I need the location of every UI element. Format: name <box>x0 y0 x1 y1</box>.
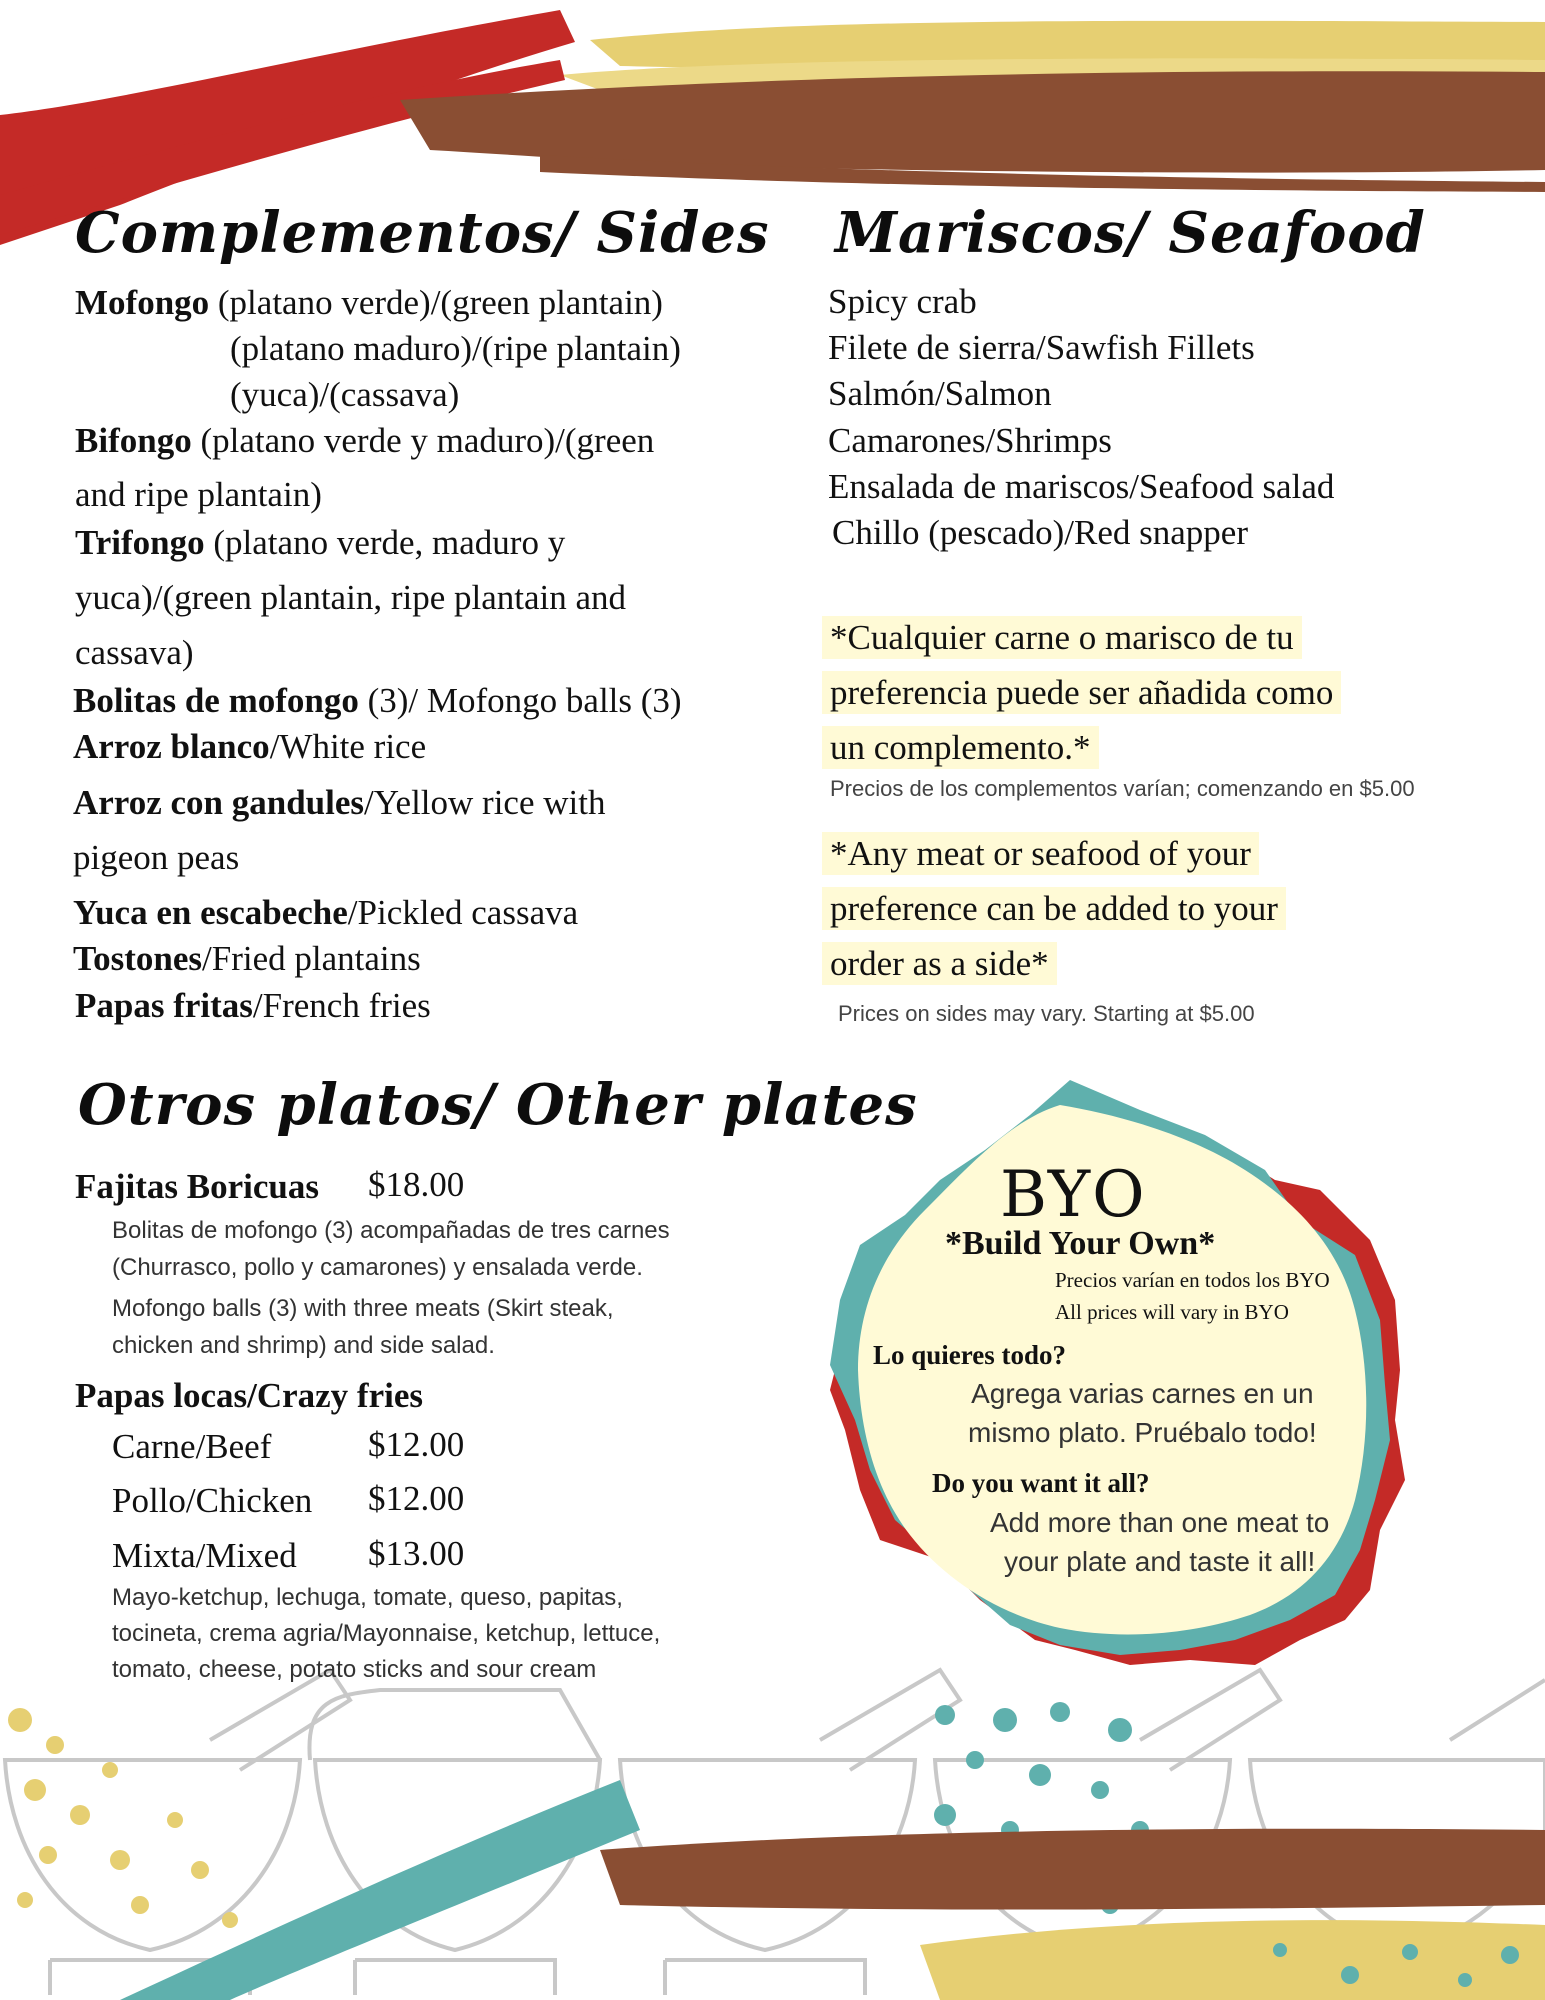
seafood-price-en: Prices on sides may vary. Starting at $5.00 <box>838 1001 1255 1026</box>
mofongo-option-1: (platano verde)/(green plantain) <box>217 283 663 322</box>
sides-bolitas <box>73 678 682 724</box>
answer-line: mismo plato. Pruébalo todo! <box>968 1417 1317 1448</box>
bifongo-desc-2: and ripe plantain) <box>75 475 322 514</box>
byo-answer-es <box>968 1374 1317 1452</box>
seafood-item: Salmón/Salmon <box>828 374 1052 413</box>
byo-title: BYO <box>1000 1158 1147 1232</box>
seafood-note-es <box>822 610 1341 775</box>
trifongo-name: Trifongo <box>75 523 205 562</box>
seafood-item: Chillo (pescado)/Red snapper <box>832 513 1249 552</box>
arroz-gandules-desc-2: pigeon peas <box>73 838 240 877</box>
papas-locas-option-label: Pollo/Chicken <box>112 1481 313 1520</box>
sides-bifongo <box>75 418 654 464</box>
trifongo-desc-1: (platano verde, maduro y <box>213 523 566 562</box>
trifongo-desc-2: yuca)/(green plantain, ripe plantain and <box>75 578 627 617</box>
mofongo-option-3: (yuca)/(cassava) <box>230 375 460 414</box>
papas-locas-option-price: $12.00 <box>368 1425 465 1464</box>
papas-locas-option-label: Carne/Beef <box>112 1427 272 1466</box>
sides-arroz-gandules <box>73 780 605 826</box>
sides-trifongo <box>75 520 565 566</box>
yuca-desc: /Pickled cassava <box>347 893 579 932</box>
byo-price-es: Precios varían en todos los BYO <box>1055 1268 1330 1292</box>
papas-locas-option-price: $12.00 <box>368 1479 465 1518</box>
note-en-line: order as a side* <box>822 942 1057 985</box>
byo-answer-en <box>990 1503 1329 1581</box>
sides-yuca <box>73 890 578 936</box>
bifongo-desc-1: (platano verde y maduro)/(green <box>200 421 655 460</box>
desc-line: Mofongo balls (3) with three meats (Skirt steak, <box>112 1295 614 1322</box>
papas-locas-desc <box>112 1580 660 1688</box>
arroz-gandules-name: Arroz con gandules <box>73 783 365 822</box>
sides-title: Complementos/ Sides <box>75 200 770 266</box>
seafood-item: Camarones/Shrimps <box>828 421 1112 460</box>
papas-name: Papas fritas <box>75 986 253 1025</box>
fajitas-desc-en <box>112 1290 614 1364</box>
bolitas-name: Bolitas de mofongo <box>73 681 359 720</box>
papas-locas-name: Papas locas/Crazy fries <box>75 1376 423 1415</box>
note-en-line: *Any meat or seafood of your <box>822 832 1259 875</box>
sides-tostones <box>73 936 421 982</box>
mofongo-name: Mofongo <box>75 283 210 322</box>
seafood-item: Spicy crab <box>828 282 977 321</box>
seafood-title: Mariscos/ Seafood <box>835 200 1426 266</box>
note-en-line: preference can be added to your <box>822 887 1286 930</box>
fajitas-price: $18.00 <box>368 1165 465 1204</box>
seafood-item: Ensalada de mariscos/Seafood salad <box>828 467 1335 506</box>
papas-locas-option-price: $13.00 <box>368 1534 465 1573</box>
mofongo-option-2: (platano maduro)/(ripe plantain) <box>230 329 681 368</box>
fajitas-name: Fajitas Boricuas <box>75 1167 320 1206</box>
bolitas-desc: (3)/ Mofongo balls (3) <box>358 681 682 720</box>
yuca-name: Yuca en escabeche <box>73 893 348 932</box>
sides-mofongo <box>75 280 663 326</box>
desc-line: tocineta, crema agria/Mayonnaise, ketchup, lettuce, <box>112 1620 661 1647</box>
fajitas-desc-es <box>112 1212 670 1286</box>
seafood-note-en <box>822 826 1286 991</box>
answer-line: Agrega varias carnes en un <box>971 1378 1314 1409</box>
desc-line: Bolitas de mofongo (3) acompañadas de tres carnes <box>112 1217 670 1244</box>
byo-question-es: Lo quieres todo? <box>873 1340 1067 1370</box>
sides-arroz-blanco <box>73 724 426 770</box>
desc-line: chicken and shrimp) and side salad. <box>112 1332 495 1359</box>
seafood-price-es: Precios de los complementos varían; comenzando en $5.00 <box>830 776 1415 801</box>
byo-subtitle: *Build Your Own* <box>945 1225 1216 1262</box>
tostones-name: Tostones <box>73 939 203 978</box>
seafood-item: Filete de sierra/Sawfish Fillets <box>828 328 1255 367</box>
papas-desc: /French fries <box>252 986 431 1025</box>
desc-line: (Churrasco, pollo y camarones) y ensalada verde. <box>112 1254 643 1281</box>
answer-line: your plate and taste it all! <box>1004 1546 1316 1577</box>
arroz-blanco-name: Arroz blanco <box>73 727 270 766</box>
arroz-blanco-desc: /White rice <box>269 727 427 766</box>
answer-line: Add more than one meat to <box>990 1507 1330 1538</box>
bifongo-name: Bifongo <box>75 421 192 460</box>
other-title: Otros platos/ Other plates <box>78 1072 918 1138</box>
trifongo-desc-3: cassava) <box>75 633 194 672</box>
tostones-desc: /Fried plantains <box>202 939 421 978</box>
desc-line: Mayo-ketchup, lechuga, tomate, queso, papitas, <box>112 1584 623 1611</box>
byo-question-en: Do you want it all? <box>932 1468 1150 1498</box>
sides-papas <box>75 983 431 1029</box>
note-es-line: un complemento.* <box>822 726 1099 769</box>
arroz-gandules-desc-1: /Yellow rice with <box>364 783 606 822</box>
desc-line: tomato, cheese, potato sticks and sour cream <box>112 1656 597 1683</box>
note-es-line: preferencia puede ser añadida como <box>822 671 1341 714</box>
note-es-line: *Cualquier carne o marisco de tu <box>822 616 1302 659</box>
papas-locas-option-label: Mixta/Mixed <box>112 1536 297 1575</box>
byo-price-en: All prices will vary in BYO <box>1055 1300 1289 1324</box>
